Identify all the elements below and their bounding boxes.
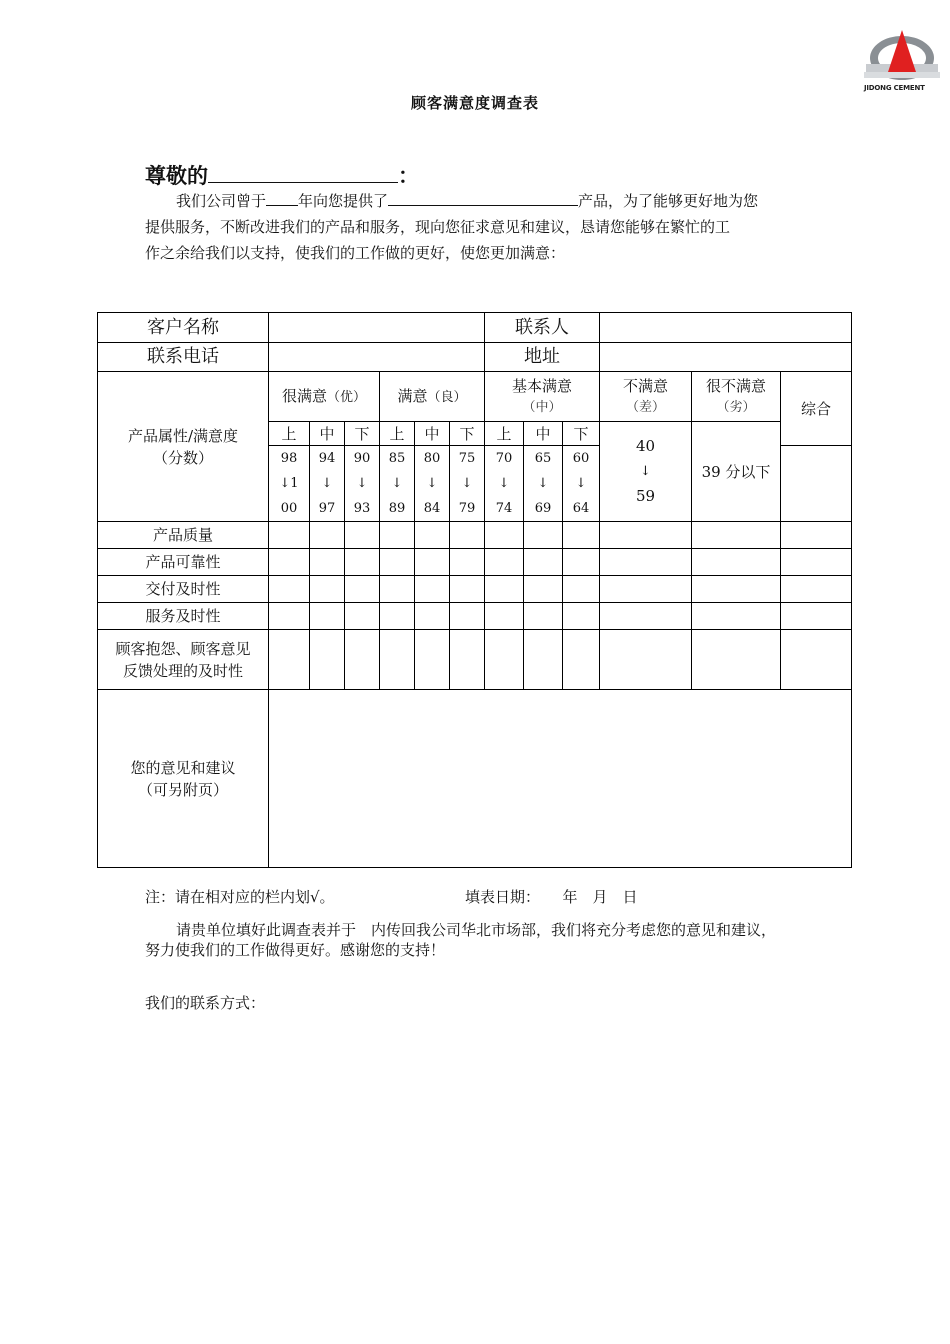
rating-cell[interactable] — [310, 630, 345, 690]
rating-cell[interactable] — [380, 576, 415, 603]
rating-cell[interactable] — [485, 630, 524, 690]
page-title: 顾客满意度调查表 — [410, 94, 539, 112]
suggestion-line-1: 您的意见和建议 — [130, 758, 236, 777]
rating-cell[interactable] — [345, 630, 380, 690]
rating-cell[interactable] — [415, 522, 450, 549]
logo-caption: JIDONG CEMENT — [864, 84, 925, 92]
contact-person-label: 联系人 — [485, 313, 600, 343]
range-high: 98 — [280, 451, 298, 466]
rating-cell[interactable] — [415, 603, 450, 630]
rating-cell[interactable] — [600, 630, 692, 690]
rating-cell[interactable] — [524, 630, 563, 690]
request-paragraph — [145, 920, 825, 960]
range-low: 64 — [572, 501, 590, 516]
rating-cell[interactable] — [485, 576, 524, 603]
complaint-label — [98, 630, 269, 690]
overall-range-cell[interactable] — [781, 446, 852, 522]
intro-line-2: 提供服务，不断改进我们的产品和服务，现向您征求意见和建议，恳请您能够在繁忙的工 — [145, 218, 731, 236]
rating-cell[interactable] — [450, 549, 485, 576]
rating-cell[interactable] — [310, 576, 345, 603]
range-cell — [524, 446, 563, 522]
rating-cell[interactable] — [450, 630, 485, 690]
rating-cell[interactable] — [380, 522, 415, 549]
sub-level: 上 — [269, 422, 310, 446]
rating-cell[interactable] — [269, 522, 310, 549]
range-cell — [345, 446, 380, 522]
range-cell — [310, 446, 345, 522]
level-unsatisfied — [600, 372, 692, 422]
address-label: 地址 — [485, 343, 600, 372]
recipient-blank[interactable] — [208, 181, 398, 183]
range-arrow: ↓ — [537, 476, 549, 491]
range-arrow: ↓1 — [279, 476, 299, 491]
rating-cell[interactable] — [524, 603, 563, 630]
range-high: 40 — [635, 437, 656, 455]
sub-level: 上 — [380, 422, 415, 446]
intro-line-3: 作之余给我们以支持，使我们的工作做的更好，使您更加满意： — [145, 244, 566, 262]
row-label: 交付及时性 — [98, 576, 269, 603]
rating-cell[interactable] — [600, 576, 692, 603]
range-low: 97 — [318, 501, 336, 516]
level-tag: （优） — [327, 389, 367, 405]
rating-cell[interactable] — [600, 549, 692, 576]
range-high: 85 — [388, 451, 406, 466]
suggestion-line-2: （可另附页） — [137, 780, 228, 799]
row-label: 产品质量 — [98, 522, 269, 549]
range-high: 90 — [353, 451, 371, 466]
rating-cell[interactable] — [600, 522, 692, 549]
rating-cell[interactable] — [692, 576, 781, 603]
sub-level: 下 — [345, 422, 380, 446]
request-line-1: 请贵单位填好此调查表并于 内传回我公司华北市场部，我们将充分考虑您的意见和建议， — [176, 921, 777, 939]
rating-cell[interactable] — [345, 576, 380, 603]
range-arrow: ↓ — [575, 476, 587, 491]
rating-cell[interactable] — [450, 522, 485, 549]
level-very-satisfied — [269, 372, 380, 422]
attr-label: 产品属性/满意度 — [127, 426, 239, 445]
rating-cell[interactable] — [563, 549, 600, 576]
level-basic — [485, 372, 600, 422]
rating-cell[interactable] — [563, 630, 600, 690]
rating-cell[interactable] — [485, 603, 524, 630]
range-cell — [415, 446, 450, 522]
range-low: 74 — [495, 501, 513, 516]
level-tag: （差） — [625, 399, 665, 415]
rating-cell[interactable] — [692, 522, 781, 549]
complaint-line-1: 顾客抱怨、顾客意见 — [115, 639, 251, 658]
row-label: 产品可靠性 — [98, 549, 269, 576]
range-arrow: ↓ — [461, 476, 473, 491]
rating-cell[interactable] — [380, 549, 415, 576]
level-name: 很满意 — [281, 386, 327, 405]
fill-date: 填表日期： 年 月 日 — [465, 888, 638, 906]
request-line-2: 努力使我们的工作做得更好。感谢您的支持！ — [145, 941, 446, 959]
rating-cell[interactable] — [310, 549, 345, 576]
contact-label: 我们的联系方式： — [145, 994, 266, 1012]
sub-level: 上 — [485, 422, 524, 446]
rating-cell[interactable] — [563, 603, 600, 630]
level-tag: （劣） — [716, 399, 756, 415]
complaint-line-2: 反馈处理的及时性 — [122, 661, 243, 680]
attr-header — [98, 372, 269, 522]
table-row — [98, 522, 852, 549]
range-arrow: ↓ — [321, 476, 333, 491]
rating-cell[interactable] — [692, 630, 781, 690]
range-low: 00 — [280, 501, 298, 516]
rating-cell[interactable] — [692, 603, 781, 630]
range-arrow: ↓ — [391, 476, 403, 491]
year-blank[interactable] — [266, 204, 298, 206]
range-high: 60 — [572, 451, 590, 466]
rating-cell[interactable] — [269, 603, 310, 630]
rating-cell[interactable] — [269, 549, 310, 576]
customer-name-field[interactable] — [269, 313, 485, 343]
rating-cell[interactable] — [415, 630, 450, 690]
attr-sub: （分数） — [152, 448, 213, 467]
table-row — [98, 603, 852, 630]
rating-cell[interactable] — [524, 576, 563, 603]
rating-cell[interactable] — [600, 603, 692, 630]
range-cell — [269, 446, 310, 522]
range-cell — [485, 446, 524, 522]
range-high: 80 — [423, 451, 441, 466]
rating-cell[interactable] — [563, 522, 600, 549]
range-low: 59 — [635, 487, 656, 505]
intro-text-3: 产品，为了能够更好地为您 — [578, 192, 759, 210]
phone-label: 联系电话 — [98, 343, 269, 372]
row-label: 服务及时性 — [98, 603, 269, 630]
intro-text-1: 我们公司曾于 — [176, 192, 267, 210]
survey-table — [97, 312, 852, 868]
level-tag: （中） — [522, 399, 562, 415]
rating-cell[interactable] — [692, 549, 781, 576]
rating-cell[interactable] — [524, 522, 563, 549]
level-name: 不满意 — [622, 376, 668, 395]
suggestion-field[interactable] — [269, 690, 852, 868]
sub-level: 中 — [310, 422, 345, 446]
range-high: 94 — [318, 451, 336, 466]
range-arrow: ↓ — [640, 464, 651, 479]
range-high: 65 — [534, 451, 552, 466]
range-arrow: ↓ — [426, 476, 438, 491]
table-row — [98, 549, 852, 576]
level-very-unsatisfied — [692, 372, 781, 422]
level-satisfied — [380, 372, 485, 422]
range-cell — [450, 446, 485, 522]
note — [145, 886, 638, 907]
rating-cell[interactable] — [415, 576, 450, 603]
rating-cell[interactable] — [781, 603, 852, 630]
intro-text-2: 年向您提供了 — [298, 192, 389, 210]
rating-cell[interactable] — [345, 522, 380, 549]
overall-header: 综合 — [781, 372, 852, 446]
range-low: 79 — [458, 501, 476, 516]
rating-cell[interactable] — [781, 576, 852, 603]
phone-field[interactable] — [269, 343, 485, 372]
sub-level: 下 — [563, 422, 600, 446]
greeting-label: 尊敬的 — [145, 163, 208, 188]
rating-cell[interactable] — [345, 603, 380, 630]
product-blank[interactable] — [388, 204, 578, 206]
sub-level: 下 — [450, 422, 485, 446]
very-unsatisfied-range: 39 分以下 — [692, 422, 781, 522]
note-text: 注：请在相对应的栏内划√。 — [145, 888, 335, 906]
unsatisfied-range — [600, 422, 692, 522]
range-low: 69 — [534, 501, 552, 516]
rating-cell[interactable] — [450, 603, 485, 630]
range-arrow: ↓ — [356, 476, 368, 491]
rating-cell[interactable] — [310, 603, 345, 630]
rating-cell[interactable] — [415, 549, 450, 576]
customer-name-label: 客户名称 — [98, 313, 269, 343]
rating-cell[interactable] — [485, 549, 524, 576]
rating-cell[interactable] — [781, 630, 852, 690]
level-name: 满意 — [397, 386, 428, 405]
rating-cell[interactable] — [380, 603, 415, 630]
rating-cell[interactable] — [781, 549, 852, 576]
intro-paragraph — [145, 188, 810, 266]
suggestion-label — [98, 690, 269, 868]
greeting-colon: ： — [398, 163, 419, 188]
rating-cell[interactable] — [450, 576, 485, 603]
sub-level: 中 — [524, 422, 563, 446]
table-row — [98, 630, 852, 690]
range-cell — [563, 446, 600, 522]
range-arrow: ↓ — [498, 476, 510, 491]
rating-cell[interactable] — [345, 549, 380, 576]
range-cell — [380, 446, 415, 522]
level-name: 基本满意 — [511, 376, 572, 395]
rating-cell[interactable] — [310, 522, 345, 549]
range-low: 84 — [423, 501, 441, 516]
rating-cell[interactable] — [269, 576, 310, 603]
rating-cell[interactable] — [781, 522, 852, 549]
level-name: 很不满意 — [705, 376, 766, 395]
rating-cell[interactable] — [269, 630, 310, 690]
level-tag: （良） — [427, 389, 467, 405]
range-high: 70 — [495, 451, 513, 466]
rating-cell[interactable] — [524, 549, 563, 576]
rating-cell[interactable] — [485, 522, 524, 549]
greeting — [145, 160, 419, 190]
intro-line-1 — [145, 188, 810, 214]
sub-level: 中 — [415, 422, 450, 446]
range-low: 93 — [353, 501, 371, 516]
contact-person-field[interactable] — [600, 313, 852, 343]
table-row — [98, 576, 852, 603]
rating-cell[interactable] — [563, 576, 600, 603]
rating-cell[interactable] — [380, 630, 415, 690]
range-low: 89 — [388, 501, 406, 516]
range-high: 75 — [458, 451, 476, 466]
address-field[interactable] — [600, 343, 852, 372]
